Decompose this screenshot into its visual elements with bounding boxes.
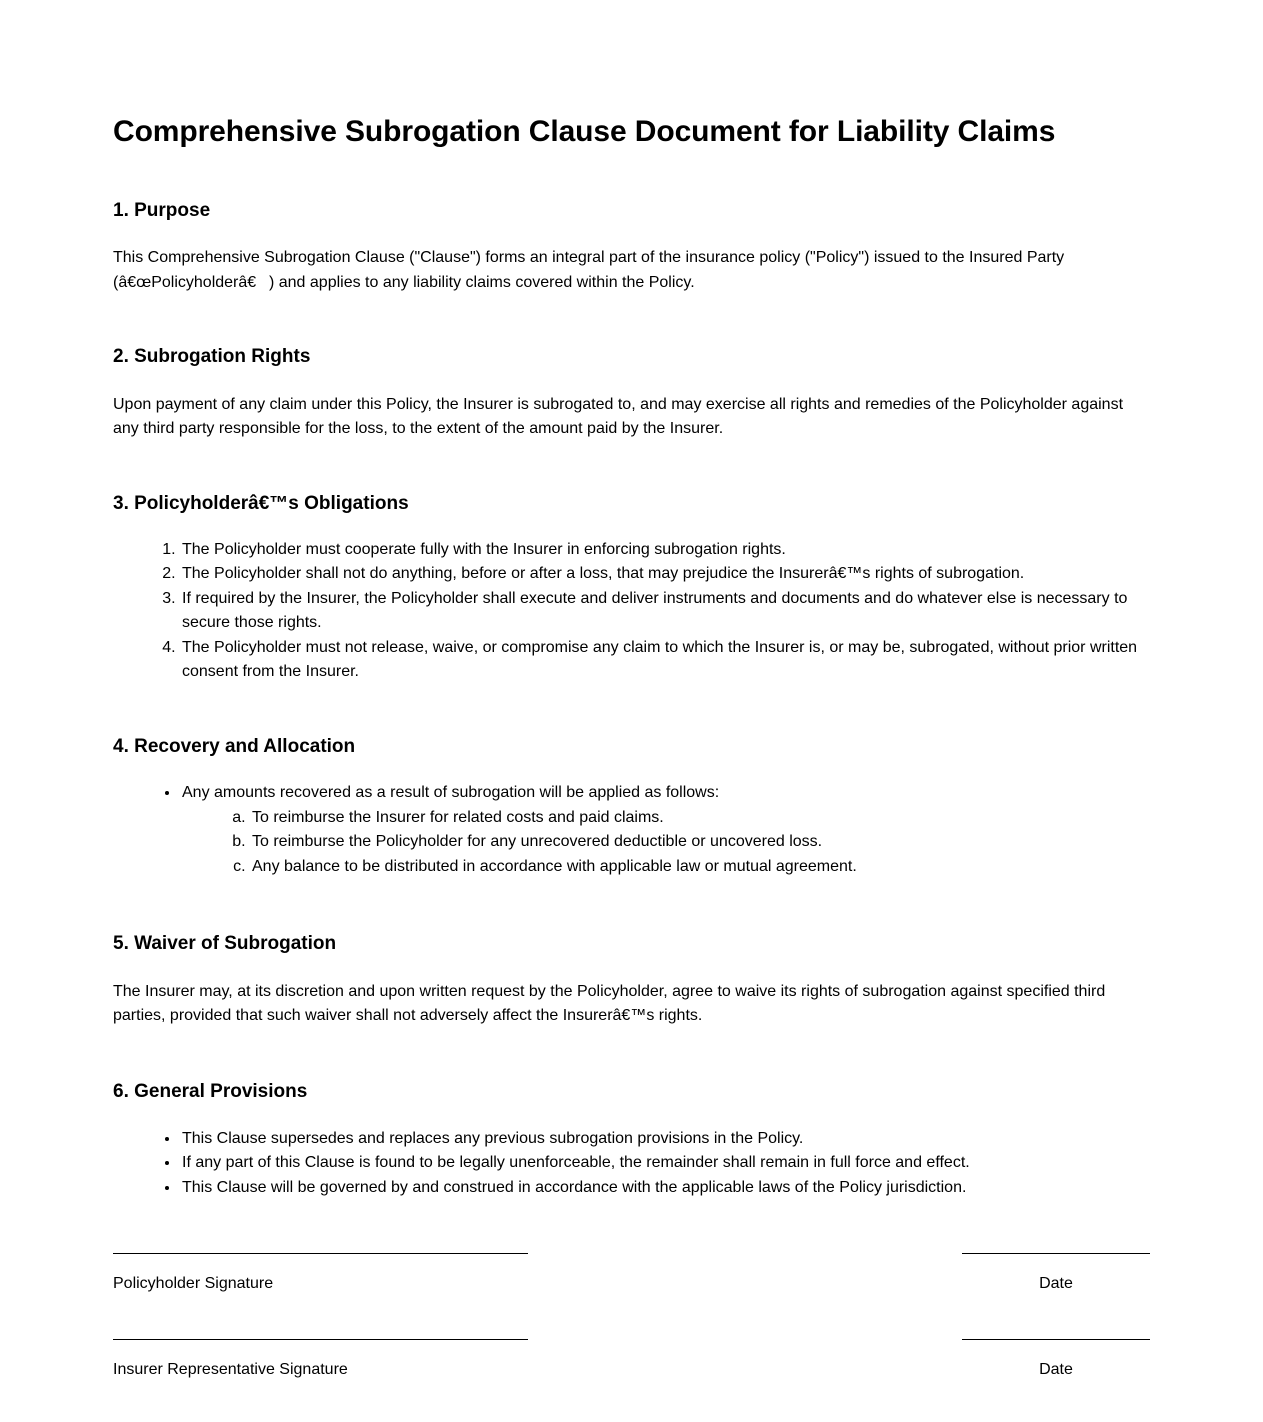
section-heading: 4. Recovery and Allocation: [113, 735, 356, 757]
recovery-list: [113, 781, 1150, 879]
page-title: Comprehensive Subrogation Clause Document for Liability Claims: [113, 115, 1056, 148]
section-heading: 5. Waiver of Subrogation: [113, 933, 337, 955]
list-item: • This Clause will be governed by and construed in accordance with the applicable laws of the Policy jurisdiction.: [180, 1176, 1150, 1201]
allocation-sublist: [182, 806, 1150, 880]
list-item: b. To reimburse the Policyholder for any unrecovered deductible or uncovered loss.: [250, 830, 1150, 855]
signature-block: [113, 1253, 1150, 1382]
section-subrogation-rights: [113, 345, 1150, 442]
signature-label: Insurer Representative Signature: [113, 1360, 348, 1378]
list-item: 1. The Policyholder must cooperate fully with the Insurer in enforcing subrogation rights.: [180, 538, 1150, 563]
section-paragraph: This Comprehensive Subrogation Clause ("Clause") forms an integral part of the insurance policy ("Policy") issued to the Insured Party (â€œPolicyholderâ€) and applies to any liability claims covered within the Policy.: [113, 249, 1065, 291]
signature-row-policyholder: [113, 1253, 1150, 1297]
section-policyholder-obligations: [113, 492, 1150, 685]
signature-label: Policyholder Signature: [113, 1275, 274, 1293]
list-item: • This Clause supersedes and replaces any previous subrogation provisions in the Policy.: [180, 1127, 1150, 1152]
list-item: a. To reimburse the Insurer for related costs and paid claims.: [250, 806, 1150, 831]
policyholder-date-field[interactable]: [962, 1253, 1150, 1297]
list-item: [180, 781, 1150, 879]
section-waiver-of-subrogation: [113, 932, 1150, 1029]
list-item: c. Any balance to be distributed in accordance with applicable law or mutual agreement.: [250, 855, 1150, 880]
signature-line: [113, 1253, 528, 1254]
section-heading: 6. General Provisions: [113, 1080, 308, 1102]
list-item: 2. The Policyholder shall not do anything, before or after a loss, that may prejudice the Insurerâ€™s rights of subrogation.: [180, 562, 1150, 587]
signature-row-insurer: [113, 1339, 1150, 1383]
section-purpose: [113, 199, 1150, 296]
signature-line: [113, 1339, 528, 1340]
list-item: • If any part of this Clause is found to be legally unenforceable, the remainder shall remain in full force and effect.: [180, 1151, 1150, 1176]
section-paragraph: The Insurer may, at its discretion and upon written request by the Policyholder, agree to waive its rights of subrogation against specified third parties, provided that such waiver shall not adversely affect the Insurerâ€™s rights.: [113, 982, 1106, 1025]
list-item: 3. If required by the Insurer, the Policyholder shall execute and deliver instruments and documents and do whatever else is necessary to secure those rights.: [180, 587, 1150, 636]
list-item-label: Any amounts recovered as a result of subrogation will be applied as follows:: [182, 784, 720, 802]
date-label: Date: [1039, 1275, 1073, 1293]
date-label: Date: [1039, 1360, 1073, 1378]
general-provisions-list: [113, 1127, 1150, 1201]
section-heading: 2. Subrogation Rights: [113, 346, 311, 368]
date-line: [962, 1253, 1150, 1254]
obligations-list: [113, 538, 1150, 685]
insurer-signature-field[interactable]: [113, 1339, 528, 1383]
section-general-provisions: [113, 1080, 1150, 1200]
section-recovery-allocation: [113, 735, 1150, 880]
list-item: 4. The Policyholder must not release, waive, or compromise any claim to which the Insurer is, or may be, subrogated, without prior written consent from the Insurer.: [180, 636, 1150, 685]
section-heading: 3. Policyholderâ€™s Obligations: [113, 492, 409, 514]
date-line: [962, 1339, 1150, 1340]
policyholder-signature-field[interactable]: [113, 1253, 528, 1297]
section-paragraph: Upon payment of any claim under this Policy, the Insurer is subrogated to, and may exercise all rights and remedies of the Policyholder against any third party responsible for the loss, to the extent of the amount paid by the Insurer.: [113, 395, 1124, 438]
section-heading: 1. Purpose: [113, 199, 211, 221]
insurer-date-field[interactable]: [962, 1339, 1150, 1383]
